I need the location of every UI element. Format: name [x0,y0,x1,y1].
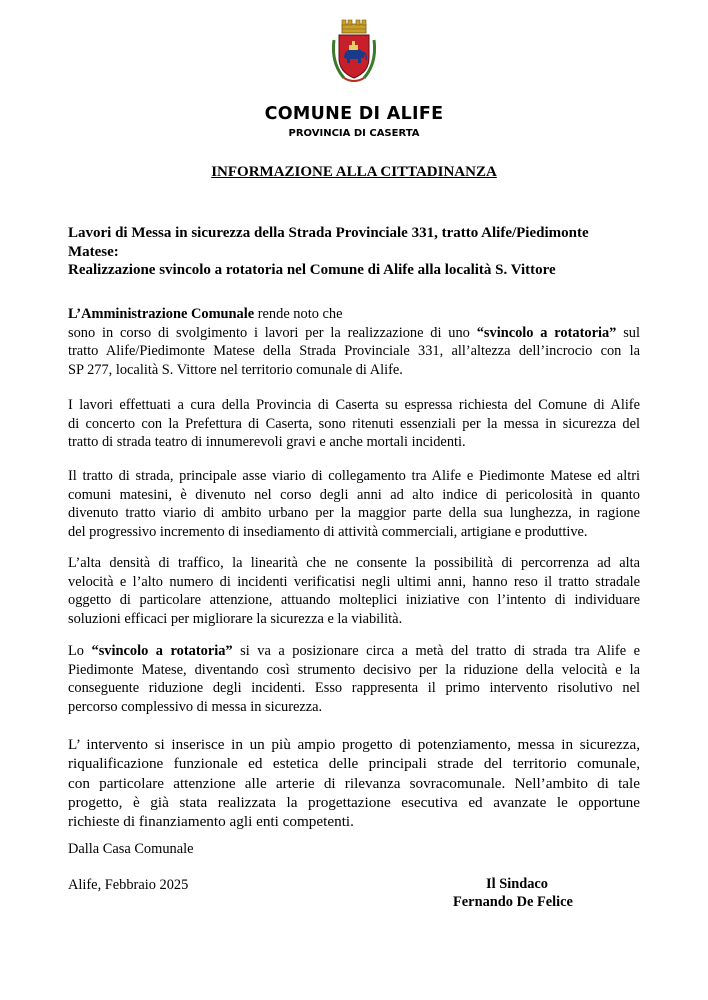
subject-block [68,224,648,280]
paragraph-text: progetto, è già stata realizzata la progettazione esecutiva ed avanzate le opportune [68,793,640,811]
paragraph-text: si va a posizionare circa a metà del tratto di strada tra Alife e [232,643,640,659]
paragraph-text: tratto Alife/Piedimonte Matese della Strada Provinciale 331, all’altezza dell’incrocio con la [68,343,640,360]
paragraph-text: L’ intervento si inserisce in un più ampio progetto di potenziamento, messa in sicurezza, [68,736,640,753]
signer-name: Fernando De Felice [453,894,573,910]
paragraph-text: conseguente riduzione degli incidenti. Esso rappresenta il primo intervento risolutivo nel [68,680,640,697]
closing-date: Alife, Febbraio 2025 [68,877,189,893]
subject-line: Matese: [68,243,119,260]
paragraph-text: divenuto tratto viario di ambito urbano per la maggior parte della sua lunghezza, in ragione [68,505,640,522]
paragraph-text: oggetto di particolare attenzione, attuando molteplici iniziative con l’intento di individuare [68,592,640,609]
paragraph-emphasis: “svincolo a rotatoria” [91,643,233,659]
paragraph-4 [68,554,640,628]
paragraph-text: con particolare attenzione alle arterie di rilevanza sovracomunale. Nell’ambito di tale [68,774,640,792]
paragraph-text: soluzioni efficaci per migliorare la sicurezza e la viabilità. [68,610,403,627]
paragraph-text: sono in corso di svolgimento i lavori per la realizzazione di uno [68,324,477,341]
paragraph-text: Lo [68,643,92,659]
municipality-name: COMUNE DI ALIFE [264,104,444,124]
paragraph-2 [68,396,640,452]
paragraph-text: riqualificazione funzionale ed estetica delle principali strade del territorio comunale, [68,755,640,773]
paragraph-1 [68,305,640,379]
paragraph-text: percorso complessivo di messa in sicurezza. [68,698,323,715]
signer-role: Il Sindaco [486,876,548,892]
paragraph-emphasis: “svincolo a rotatoria” [476,324,617,341]
paragraph-text: velocità e l’alto numero di incidenti verificatisi negli ultimi anni, hanno reso il tratto stradale [68,573,640,590]
paragraph-text: Il tratto di strada, principale asse viario di collegamento tra Alife e Piedimonte Matese ed altri [68,468,640,484]
paragraph-text: L’alta densità di traffico, la linearità che ne consente la possibilità di percorrenza ad alta [68,555,640,571]
paragraph-text: sul [616,324,641,341]
paragraph-text: rende noto che [254,306,343,322]
closing-place: Dalla Casa Comunale [68,841,194,857]
paragraph-text: Piedimonte Matese, diventando così strumento decisivo per la riduzione della velocità e la [68,661,640,678]
document-heading: INFORMAZIONE ALLA CITTADINANZA [211,164,497,180]
paragraph-text: del progressivo incremento di insediamento di attività commerciali, artigiane e produttive. [68,523,588,540]
paragraph-text: di concerto con la Prefettura di Caserta, sono ritenuti essenziali per la messa in sicurezza del [68,415,640,432]
paragraph-text: SP 277, località S. Vittore nel territorio comunale di Alife. [68,361,403,378]
paragraph-text: comuni matesini, è divenuto nel corso degli anni ad alto indice di pericolosità in quanto [68,486,640,503]
paragraph-3 [68,467,640,541]
municipal-crest-icon [330,18,378,88]
province-name: PROVINCIA DI CASERTA [288,128,420,139]
paragraph-5 [68,642,640,716]
paragraph-6 [68,735,640,831]
subject-line: Lavori di Messa in sicurezza della Strada Provinciale 331, tratto Alife/Piedimonte [68,225,589,241]
subject-line: Realizzazione svincolo a rotatoria nel Comune di Alife alla località S. Vittore [68,262,556,278]
paragraph-lead-bold: L’Amministrazione Comunale [68,306,255,322]
paragraph-text: tratto di strada teatro di innumerevoli gravi e anche mortali incidenti. [68,434,466,451]
paragraph-text: I lavori effettuati a cura della Provincia di Caserta su espressa richiesta del Comune di Alife [68,397,640,413]
paragraph-text: richieste di finanziamento agli enti competenti. [68,813,354,831]
